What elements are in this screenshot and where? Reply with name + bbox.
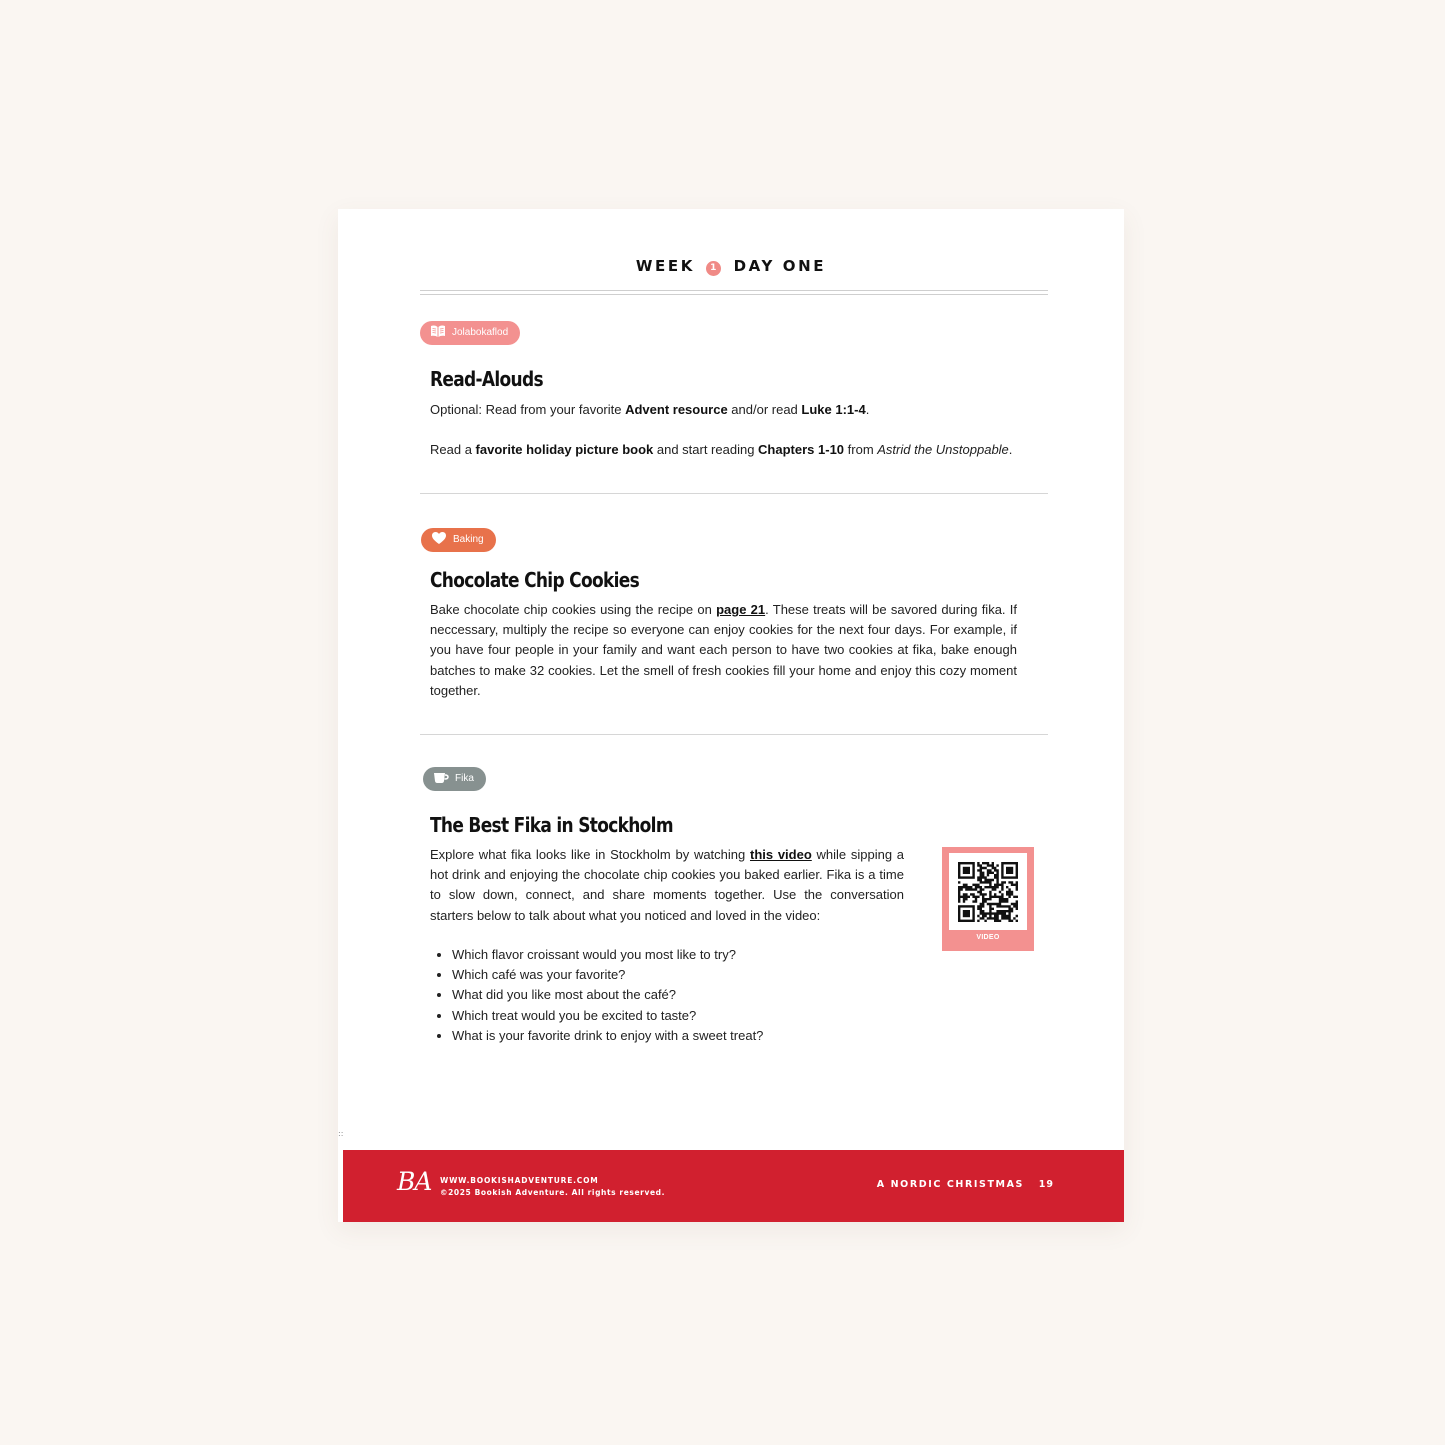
page-21-link[interactable]: page 21 <box>716 602 766 617</box>
header-divider <box>420 290 1048 295</box>
tag-baking <box>421 528 496 552</box>
section-title-fika: The Best Fika in Stockholm <box>430 813 673 837</box>
website-url[interactable]: WWW.BOOKISHADVENTURE.COM <box>440 1176 599 1185</box>
fika-text <box>430 845 904 926</box>
video-link[interactable]: this video <box>749 847 812 862</box>
qr-code-icon <box>949 853 1027 930</box>
tag-label: Jolabokaflod <box>452 327 509 338</box>
coffee-cup-icon <box>433 770 449 784</box>
tag-jolabokaflod <box>420 321 520 345</box>
list-item: • Which café was your favorite? <box>452 965 763 985</box>
heart-icon <box>431 531 447 545</box>
list-item: • What did you like most about the café? <box>452 985 763 1005</box>
section-divider <box>420 734 1048 735</box>
read-alouds-paragraph-2: Read a favorite holiday picture book and start reading Chapters 1-10 from Astrid the Unstoppable. <box>430 442 1013 458</box>
tag-label: Baking <box>453 534 484 545</box>
week-number-badge: 1 <box>706 261 721 276</box>
qr-label: VIDEO <box>976 934 1000 941</box>
section-divider <box>420 493 1048 494</box>
page-header <box>338 257 1124 276</box>
video-qr-card[interactable] <box>942 847 1034 951</box>
edge-mark: :: <box>338 1129 344 1138</box>
read-alouds-paragraph-1: Optional: Read from your favorite Advent resource and/or read Luke 1:1-4. <box>430 402 870 417</box>
cookies-paragraph: Bake chocolate chip cookies using the recipe on page 21. These treats will be savored during fika. If neccessary, multiply the recipe so everyone can enjoy cookies for the next four days. For example, if you have four people in your family and want each person to have two cookies at fika, bake enough batches to make 32 cookies. Let the smell of fresh cookies fill your home and enjoy this cozy moment together. <box>430 602 1017 698</box>
section-title-read-alouds: Read-Alouds <box>430 367 543 391</box>
footer <box>343 1150 1124 1222</box>
list-item: • Which treat would you be excited to taste? <box>452 1006 763 1026</box>
copyright-text: ©2025 Bookish Adventure. All rights reserved. <box>440 1188 666 1197</box>
conversation-starters-list <box>430 945 763 1046</box>
book-title: A NORDIC CHRISTMAS <box>876 1179 1024 1190</box>
header-week-label: WEEK <box>635 257 695 275</box>
section-title-cookies: Chocolate Chip Cookies <box>430 568 640 592</box>
fika-paragraph: Explore what fika looks like in Stockholm by watching this video while sipping a hot drink and enjoying the chocolate chip cookies you baked earlier. Fika is a time to slow down, connect, and share moments together. Use the conversation starters below to talk about what you noticed and loved in the video: <box>430 847 904 923</box>
list-item: • Which flavor croissant would you most like to try? <box>452 945 763 965</box>
tag-fika <box>423 767 486 791</box>
open-book-icon <box>430 324 446 338</box>
tag-label: Fika <box>455 773 474 784</box>
read-alouds-text <box>430 400 1040 461</box>
document-page <box>338 209 1124 1222</box>
brand-logo: BA <box>397 1167 432 1196</box>
cookies-text <box>430 600 1017 701</box>
page-number: 19 <box>1038 1179 1054 1190</box>
list-item: • What is your favorite drink to enjoy with a sweet treat? <box>452 1026 763 1046</box>
header-day-label: DAY ONE <box>733 257 827 275</box>
